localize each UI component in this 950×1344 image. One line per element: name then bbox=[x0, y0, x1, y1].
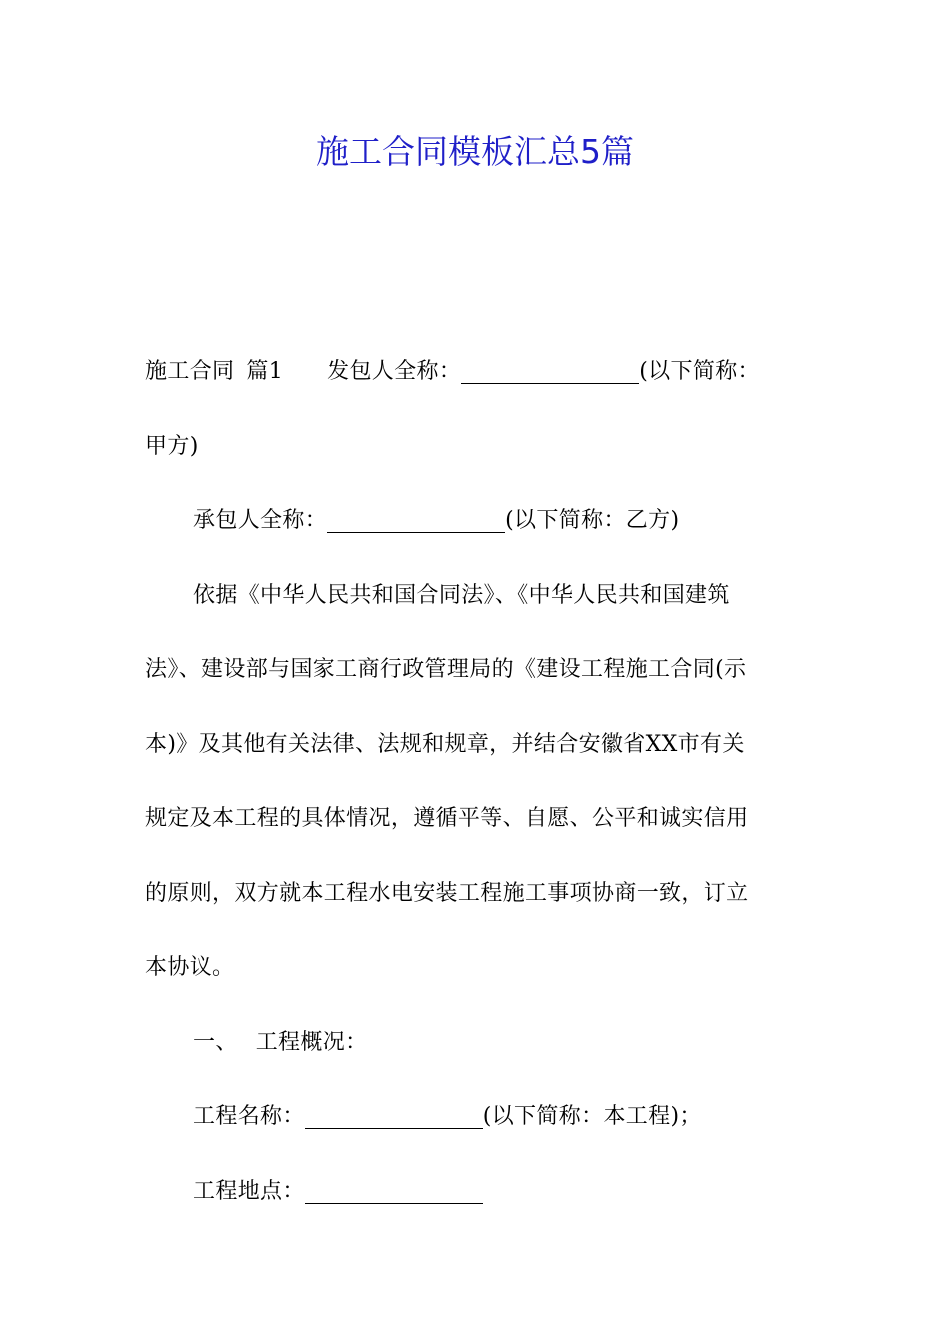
contractor-suffix: (以下简称：乙方) bbox=[505, 508, 680, 533]
project-location-blank bbox=[305, 1181, 483, 1204]
paragraph-line: 依据《中华人民共和国合同法》、《中华人民共和国建筑 bbox=[193, 582, 730, 608]
heading-text: 工程概况： bbox=[255, 1029, 368, 1055]
project-location-line bbox=[145, 1155, 807, 1230]
contractor-label: 承包人全称： bbox=[193, 508, 328, 533]
employer-suffix: (以下简称： bbox=[639, 359, 760, 384]
paragraph-line: 规定及本工程的具体情况，遵循平等、自愿、公平和诚实信用 bbox=[145, 806, 749, 831]
heading-number: 一、 bbox=[193, 1029, 238, 1055]
contractor-line bbox=[145, 484, 807, 559]
paragraph-line: 本)》及其他有关法律、法规和规章，并结合安徽省XX市有关 bbox=[145, 731, 745, 757]
paragraph-line: 的原则，双方就本工程水电安装工程施工事项协商一致，订立 bbox=[145, 880, 749, 906]
project-name-suffix: (以下简称：本工程)； bbox=[482, 1104, 702, 1129]
paragraph-line: 法》、建设部与国家工商行政管理局的《建设工程施工合同(示 bbox=[145, 657, 747, 682]
paragraph-line: 本协议。 bbox=[145, 955, 235, 980]
employer-line bbox=[145, 335, 807, 410]
employer-blank bbox=[461, 361, 639, 384]
project-name-label: 工程名称： bbox=[193, 1104, 305, 1129]
section-label: 施工合同 bbox=[145, 359, 235, 384]
section-number: 篇1 bbox=[246, 359, 284, 384]
project-name-blank bbox=[305, 1106, 483, 1129]
contractor-blank bbox=[327, 510, 505, 533]
document-body bbox=[145, 335, 807, 1229]
section-heading bbox=[145, 1006, 807, 1081]
project-name-line bbox=[145, 1080, 807, 1155]
document-title: 施工合同模板汇总5篇 bbox=[316, 132, 634, 171]
employer-line-cont: 甲方) bbox=[145, 433, 199, 459]
employer-label: 发包人全称： bbox=[327, 359, 462, 384]
project-location-label: 工程地点： bbox=[193, 1178, 305, 1204]
